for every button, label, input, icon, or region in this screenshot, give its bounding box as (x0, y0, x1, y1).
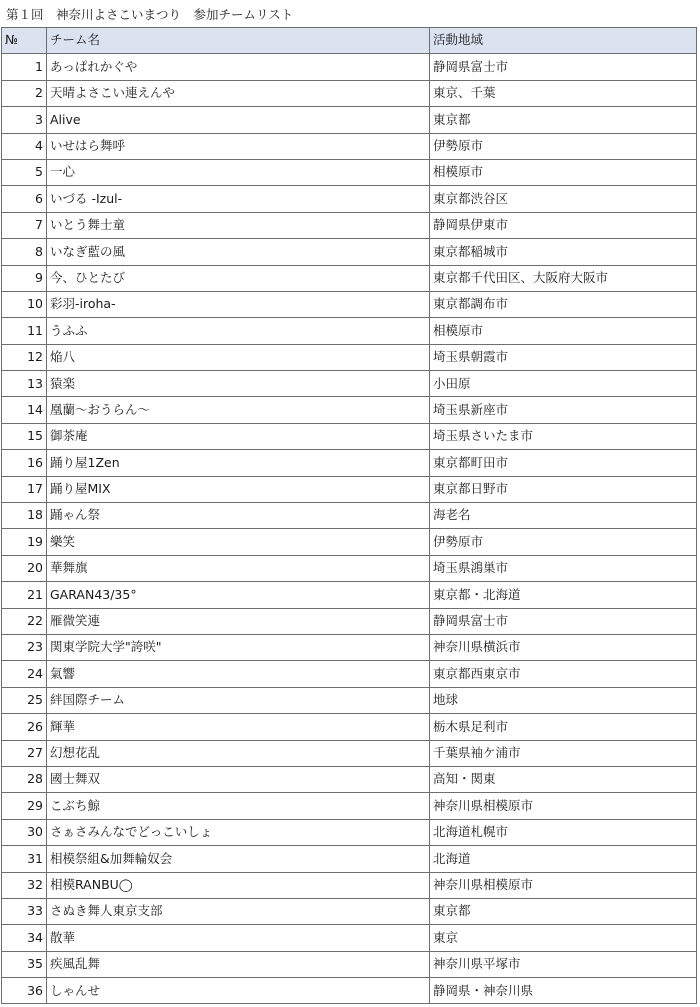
activity-area: 地球 (430, 687, 697, 713)
table-row (2, 793, 697, 819)
row-number: 17 (2, 476, 47, 502)
header-team-name: チーム名 (47, 28, 430, 54)
row-number: 29 (2, 793, 47, 819)
row-number: 33 (2, 898, 47, 924)
team-name: 踊り屋MIX (47, 476, 430, 502)
row-number: 7 (2, 212, 47, 238)
row-number: 13 (2, 371, 47, 397)
team-name: 一心 (47, 159, 430, 185)
row-number: 2 (2, 80, 47, 106)
activity-area: 伊勢原市 (430, 529, 697, 555)
team-name: 疾風乱舞 (47, 951, 430, 977)
table-row (2, 212, 697, 238)
team-name: 凰蘭～おうらん～ (47, 397, 430, 423)
table-row (2, 423, 697, 449)
activity-area: 東京都渋谷区 (430, 186, 697, 212)
row-number: 23 (2, 634, 47, 660)
activity-area: 東京都町田市 (430, 450, 697, 476)
table-row (2, 661, 697, 687)
row-number: 24 (2, 661, 47, 687)
row-number: 14 (2, 397, 47, 423)
table-row (2, 634, 697, 660)
activity-area: 埼玉県さいたま市 (430, 423, 697, 449)
team-name: 天晴よさこい連えんや (47, 80, 430, 106)
activity-area: 北海道 (430, 846, 697, 872)
activity-area: 東京、千葉 (430, 80, 697, 106)
table-row (2, 714, 697, 740)
activity-area: 千葉県袖ケ浦市 (430, 740, 697, 766)
team-name: いなぎ藍の風 (47, 239, 430, 265)
table-row (2, 371, 697, 397)
team-name: 氣響 (47, 661, 430, 687)
table-row (2, 80, 697, 106)
activity-area: 伊勢原市 (430, 133, 697, 159)
header-no: № (2, 28, 47, 54)
activity-area: 東京都 (430, 107, 697, 133)
table-row (2, 846, 697, 872)
team-name: 今、ひとたび (47, 265, 430, 291)
activity-area: 神奈川県横浜市 (430, 634, 697, 660)
table-row (2, 819, 697, 845)
row-number: 8 (2, 239, 47, 265)
row-number: 25 (2, 687, 47, 713)
activity-area: 東京 (430, 925, 697, 951)
team-name: Alive (47, 107, 430, 133)
team-name: 絆国際チーム (47, 687, 430, 713)
page-title: 第１回 神奈川よさこいまつり 参加チームリスト (6, 7, 294, 22)
row-number: 9 (2, 265, 47, 291)
activity-area: 相模原市 (430, 318, 697, 344)
row-number: 19 (2, 529, 47, 555)
activity-area: 東京都・北海道 (430, 582, 697, 608)
table-row (2, 766, 697, 792)
table-row (2, 344, 697, 370)
activity-area: 北海道札幌市 (430, 819, 697, 845)
table-row (2, 529, 697, 555)
activity-area: 東京都日野市 (430, 476, 697, 502)
activity-area: 静岡県富士市 (430, 54, 697, 80)
table-header-row (2, 28, 697, 54)
activity-area: 東京都稲城市 (430, 239, 697, 265)
activity-area: 神奈川県相模原市 (430, 793, 697, 819)
team-name: うふふ (47, 318, 430, 344)
activity-area: 静岡県伊東市 (430, 212, 697, 238)
row-number: 34 (2, 925, 47, 951)
team-name: さぁさみんなでどっこいしょ (47, 819, 430, 845)
table-row (2, 450, 697, 476)
table-row (2, 239, 697, 265)
team-name: こぶち鯨 (47, 793, 430, 819)
team-name: 踊り屋1Zen (47, 450, 430, 476)
team-name: 幻想花乱 (47, 740, 430, 766)
activity-area: 静岡県・神奈川県 (430, 978, 697, 1004)
row-number: 6 (2, 186, 47, 212)
activity-area: 神奈川県平塚市 (430, 951, 697, 977)
activity-area: 栃木県足利市 (430, 714, 697, 740)
row-number: 27 (2, 740, 47, 766)
row-number: 22 (2, 608, 47, 634)
row-number: 10 (2, 291, 47, 317)
row-number: 26 (2, 714, 47, 740)
table-row (2, 925, 697, 951)
team-name: 関東学院大学"誇咲" (47, 634, 430, 660)
table-row (2, 951, 697, 977)
table-row (2, 978, 697, 1004)
activity-area: 東京都調布市 (430, 291, 697, 317)
activity-area: 埼玉県鴻巣市 (430, 555, 697, 581)
table-row (2, 133, 697, 159)
row-number: 16 (2, 450, 47, 476)
table-row (2, 291, 697, 317)
team-name: あっぱれかぐや (47, 54, 430, 80)
activity-area: 相模原市 (430, 159, 697, 185)
row-number: 15 (2, 423, 47, 449)
team-name: いづる -Izul- (47, 186, 430, 212)
table-row (2, 740, 697, 766)
table-row (2, 555, 697, 581)
table-row (2, 503, 697, 529)
team-name: 踊ゃん祭 (47, 503, 430, 529)
activity-area: 埼玉県朝霞市 (430, 344, 697, 370)
table-row (2, 107, 697, 133)
row-number: 30 (2, 819, 47, 845)
team-name: 相模祭組&加舞輪奴会 (47, 846, 430, 872)
activity-area: 高知・関東 (430, 766, 697, 792)
table-row (2, 898, 697, 924)
team-name: 輝華 (47, 714, 430, 740)
row-number: 18 (2, 503, 47, 529)
row-number: 3 (2, 107, 47, 133)
row-number: 5 (2, 159, 47, 185)
row-number: 36 (2, 978, 47, 1004)
activity-area: 東京都西東京市 (430, 661, 697, 687)
row-number: 12 (2, 344, 47, 370)
team-name: いせはら舞呼 (47, 133, 430, 159)
table-row (2, 54, 697, 80)
table-row (2, 397, 697, 423)
row-number: 20 (2, 555, 47, 581)
activity-area: 静岡県富士市 (430, 608, 697, 634)
table-row (2, 318, 697, 344)
team-name: さぬき舞人東京支部 (47, 898, 430, 924)
row-number: 35 (2, 951, 47, 977)
table-row (2, 687, 697, 713)
row-number: 28 (2, 766, 47, 792)
row-number: 32 (2, 872, 47, 898)
activity-area: 小田原 (430, 371, 697, 397)
table-row (2, 582, 697, 608)
team-name: GARAN43/35° (47, 582, 430, 608)
team-name: 猿楽 (47, 371, 430, 397)
header-area: 活動地域 (430, 28, 697, 54)
team-name: 相模RANBU◯ (47, 872, 430, 898)
table-row (2, 265, 697, 291)
table-row (2, 186, 697, 212)
team-name: 華舞旗 (47, 555, 430, 581)
table-row (2, 159, 697, 185)
team-name: 散華 (47, 925, 430, 951)
row-number: 4 (2, 133, 47, 159)
activity-area: 神奈川県相模原市 (430, 872, 697, 898)
row-number: 11 (2, 318, 47, 344)
table-row (2, 872, 697, 898)
team-name: 國士舞双 (47, 766, 430, 792)
team-name: 樂笑 (47, 529, 430, 555)
activity-area: 東京都千代田区、大阪府大阪市 (430, 265, 697, 291)
team-name: 焔八 (47, 344, 430, 370)
team-name: いとう舞士童 (47, 212, 430, 238)
team-name: 御茶庵 (47, 423, 430, 449)
row-number: 31 (2, 846, 47, 872)
table-row (2, 608, 697, 634)
row-number: 21 (2, 582, 47, 608)
team-name: 雁微笑連 (47, 608, 430, 634)
table-row (2, 476, 697, 502)
team-name: 彩羽-iroha- (47, 291, 430, 317)
row-number: 1 (2, 54, 47, 80)
activity-area: 海老名 (430, 503, 697, 529)
activity-area: 埼玉県新座市 (430, 397, 697, 423)
activity-area: 東京都 (430, 898, 697, 924)
team-name: しゃんせ (47, 978, 430, 1004)
team-list-table (1, 27, 697, 1004)
